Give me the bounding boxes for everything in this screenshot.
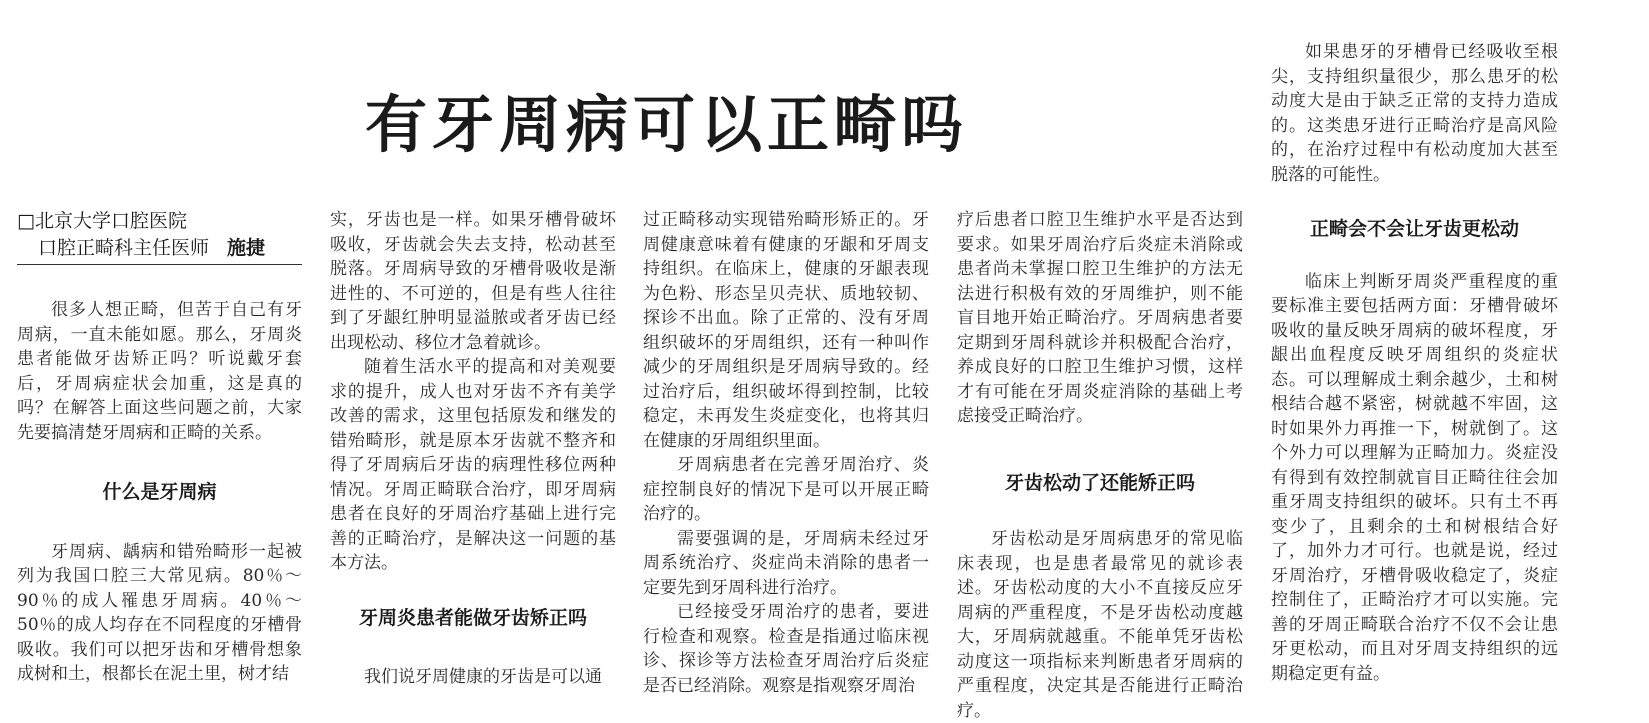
section-heading-does-orthodontics-loosen-teeth: 正畸会不会让牙齿更松动 — [1309, 218, 1519, 240]
col5-paragraph-1: 如果患牙的牙槽骨已经吸收至根尖，支持组织量很少，那么患牙的松动度大是由于缺乏正常的支持力造成的。这类患牙进行正畸治疗是高风险的，在治疗过程中有松动度加大甚至脱落的可能性。 — [1271, 42, 1558, 185]
column-5 — [1271, 40, 1558, 686]
col3-paragraph-4: 已经接受牙周治疗的患者，要进行检查和观察。检查是指通过临床视诊、探诊等方法检查牙周治疗后炎症是否已经消除。观察是指观察牙周治 — [643, 602, 929, 696]
col2-paragraph-3: 我们说牙周健康的牙齿是可以通 — [364, 667, 602, 687]
column-3 — [643, 208, 929, 698]
col2-paragraph-2: 随着生活水平的提高和对美观要求的提升，成人也对牙齿不齐有美学改善的需求，这里包括原发和继发的错殆畸形，就是原本牙齿就不整齐和得了牙周病后牙齿的病理性移位两种情况。牙周正畸联合治疗，即牙周病患者在良好的牙周治疗基础上进行完善的正畸治疗，是解决这一问题的基本方法。 — [330, 357, 616, 573]
section-heading-loose-teeth-orthodontics: 牙齿松动了还能矫正吗 — [1004, 471, 1195, 494]
col4-paragraph-2: 牙齿松动是牙周病患牙的常见临床表现，也是患者最常见的就诊表述。牙齿松动度的大小不直接反应牙周病的严重程度，不是牙齿松动度越大，牙周病就越重。不能单凭牙齿松动度这一项指标来判断患者牙周病的严重程度，决定其是否能进行正畸治疗。 — [957, 529, 1243, 721]
section-heading-can-periodontitis-patients-get-orthodontics: 牙周炎患者能做牙齿矫正吗 — [358, 606, 587, 629]
col5-paragraph-2: 临床上判断牙周炎严重程度的重要标准主要包括两方面：牙槽骨破坏吸收的量反映牙周病的破坏程度，牙龈出血程度反映牙周组织的炎症状态。可以理解成土剩余越少，土和树根结合越不紧密，树就越不牢固，这时如果外力再推一下，树就倒了。这个外力可以理解为正畸加力。炎症没有得到有效控制就盲目正畸往往会加重牙周支持组织的破坏。只有土不再变少了，且剩余的土和树根结合好了，加外力才可行。也就是说，经过牙周治疗，牙槽骨吸收稳定了，炎症控制住了，正畸治疗才可以实施。完善的牙周正畸联合治疗不仅不会让患牙更松动，而且对牙周支持组织的远期稳定更有益。 — [1271, 271, 1558, 684]
byline-hospital: 北京大学口腔医院 — [34, 210, 187, 232]
byline-divider — [17, 264, 302, 265]
col3-paragraph-1: 过正畸移动实现错殆畸形矫正的。牙周健康意味着有健康的牙龈和牙周支持组织。在临床上，健康的牙龈表现为色粉、形态呈贝壳状、质地较韧、探诊不出血。除了正常的、没有牙周组织破坏的牙周组织，还有一种叫作减少的牙周组织是牙周病导致的。经过治疗后，组织破坏得到控制，比较稳定，未再发生炎症变化，也将其归在健康的牙周组织里面。 — [643, 210, 929, 451]
article-title: 有牙周病可以正畸吗 — [365, 88, 969, 161]
byline — [17, 208, 302, 262]
col4-paragraph-1: 疗后患者口腔卫生维护水平是否达到要求。如果牙周治疗后炎症未消除或患者尚未掌握口腔卫生维护的方法无法进行积极有效的牙周维护，则不能盲目地开始正畸治疗。牙周病患者要定期到牙周科就诊并积极配合治疗，养成良好的口腔卫生维护习惯，这样才有可能在牙周炎症消除的基础上考虑接受正畸治疗。 — [957, 210, 1243, 426]
col3-paragraph-2: 牙周病患者在完善牙周治疗、炎症控制良好的情况下是可以开展正畸治疗的。 — [643, 455, 929, 524]
col3-paragraph-3: 需要强调的是，牙周病未经过牙周系统治疗、炎症尚未消除的患者一定要先到牙周科进行治疗。 — [643, 528, 929, 598]
byline-department: 口腔正畸科主任医师 — [38, 237, 210, 259]
byline-box-mark: □ — [17, 210, 35, 232]
col1-paragraph-1: 很多人想正畸，但苦于自己有牙周病，一直未能如愿。那么，牙周炎患者能做牙齿矫正吗？听说戴牙套后，牙周病症状会加重，这是真的吗？在解答上面这些问题之前，大家先要搞清楚牙周病和正畸的关系。 — [17, 300, 302, 443]
byline-author: 施捷 — [227, 237, 266, 259]
column-4 — [957, 208, 1243, 723]
col1-paragraph-2: 牙周病、龋病和错殆畸形一起被列为我国口腔三大常见病。80％～90％的成人罹患牙周病。40％～50％的成人均存在不同程度的牙槽骨吸收。我们可以把牙齿和牙槽骨想象成树和土，根都长在泥土里，树才结 — [17, 541, 302, 684]
col2-paragraph-1: 实，牙齿也是一样。如果牙槽骨破坏吸收，牙齿就会失去支持，松动甚至脱落。牙周病导致的牙槽骨吸收是渐进性的、不可逆的，但是有些人往往到了牙龈红肿明显溢脓或者牙齿已经出现松动、移位才急着就诊。 — [330, 210, 616, 353]
column-1 — [17, 208, 302, 687]
column-2 — [330, 208, 616, 690]
section-heading-what-is-periodontal-disease: 什么是牙周病 — [102, 481, 217, 503]
